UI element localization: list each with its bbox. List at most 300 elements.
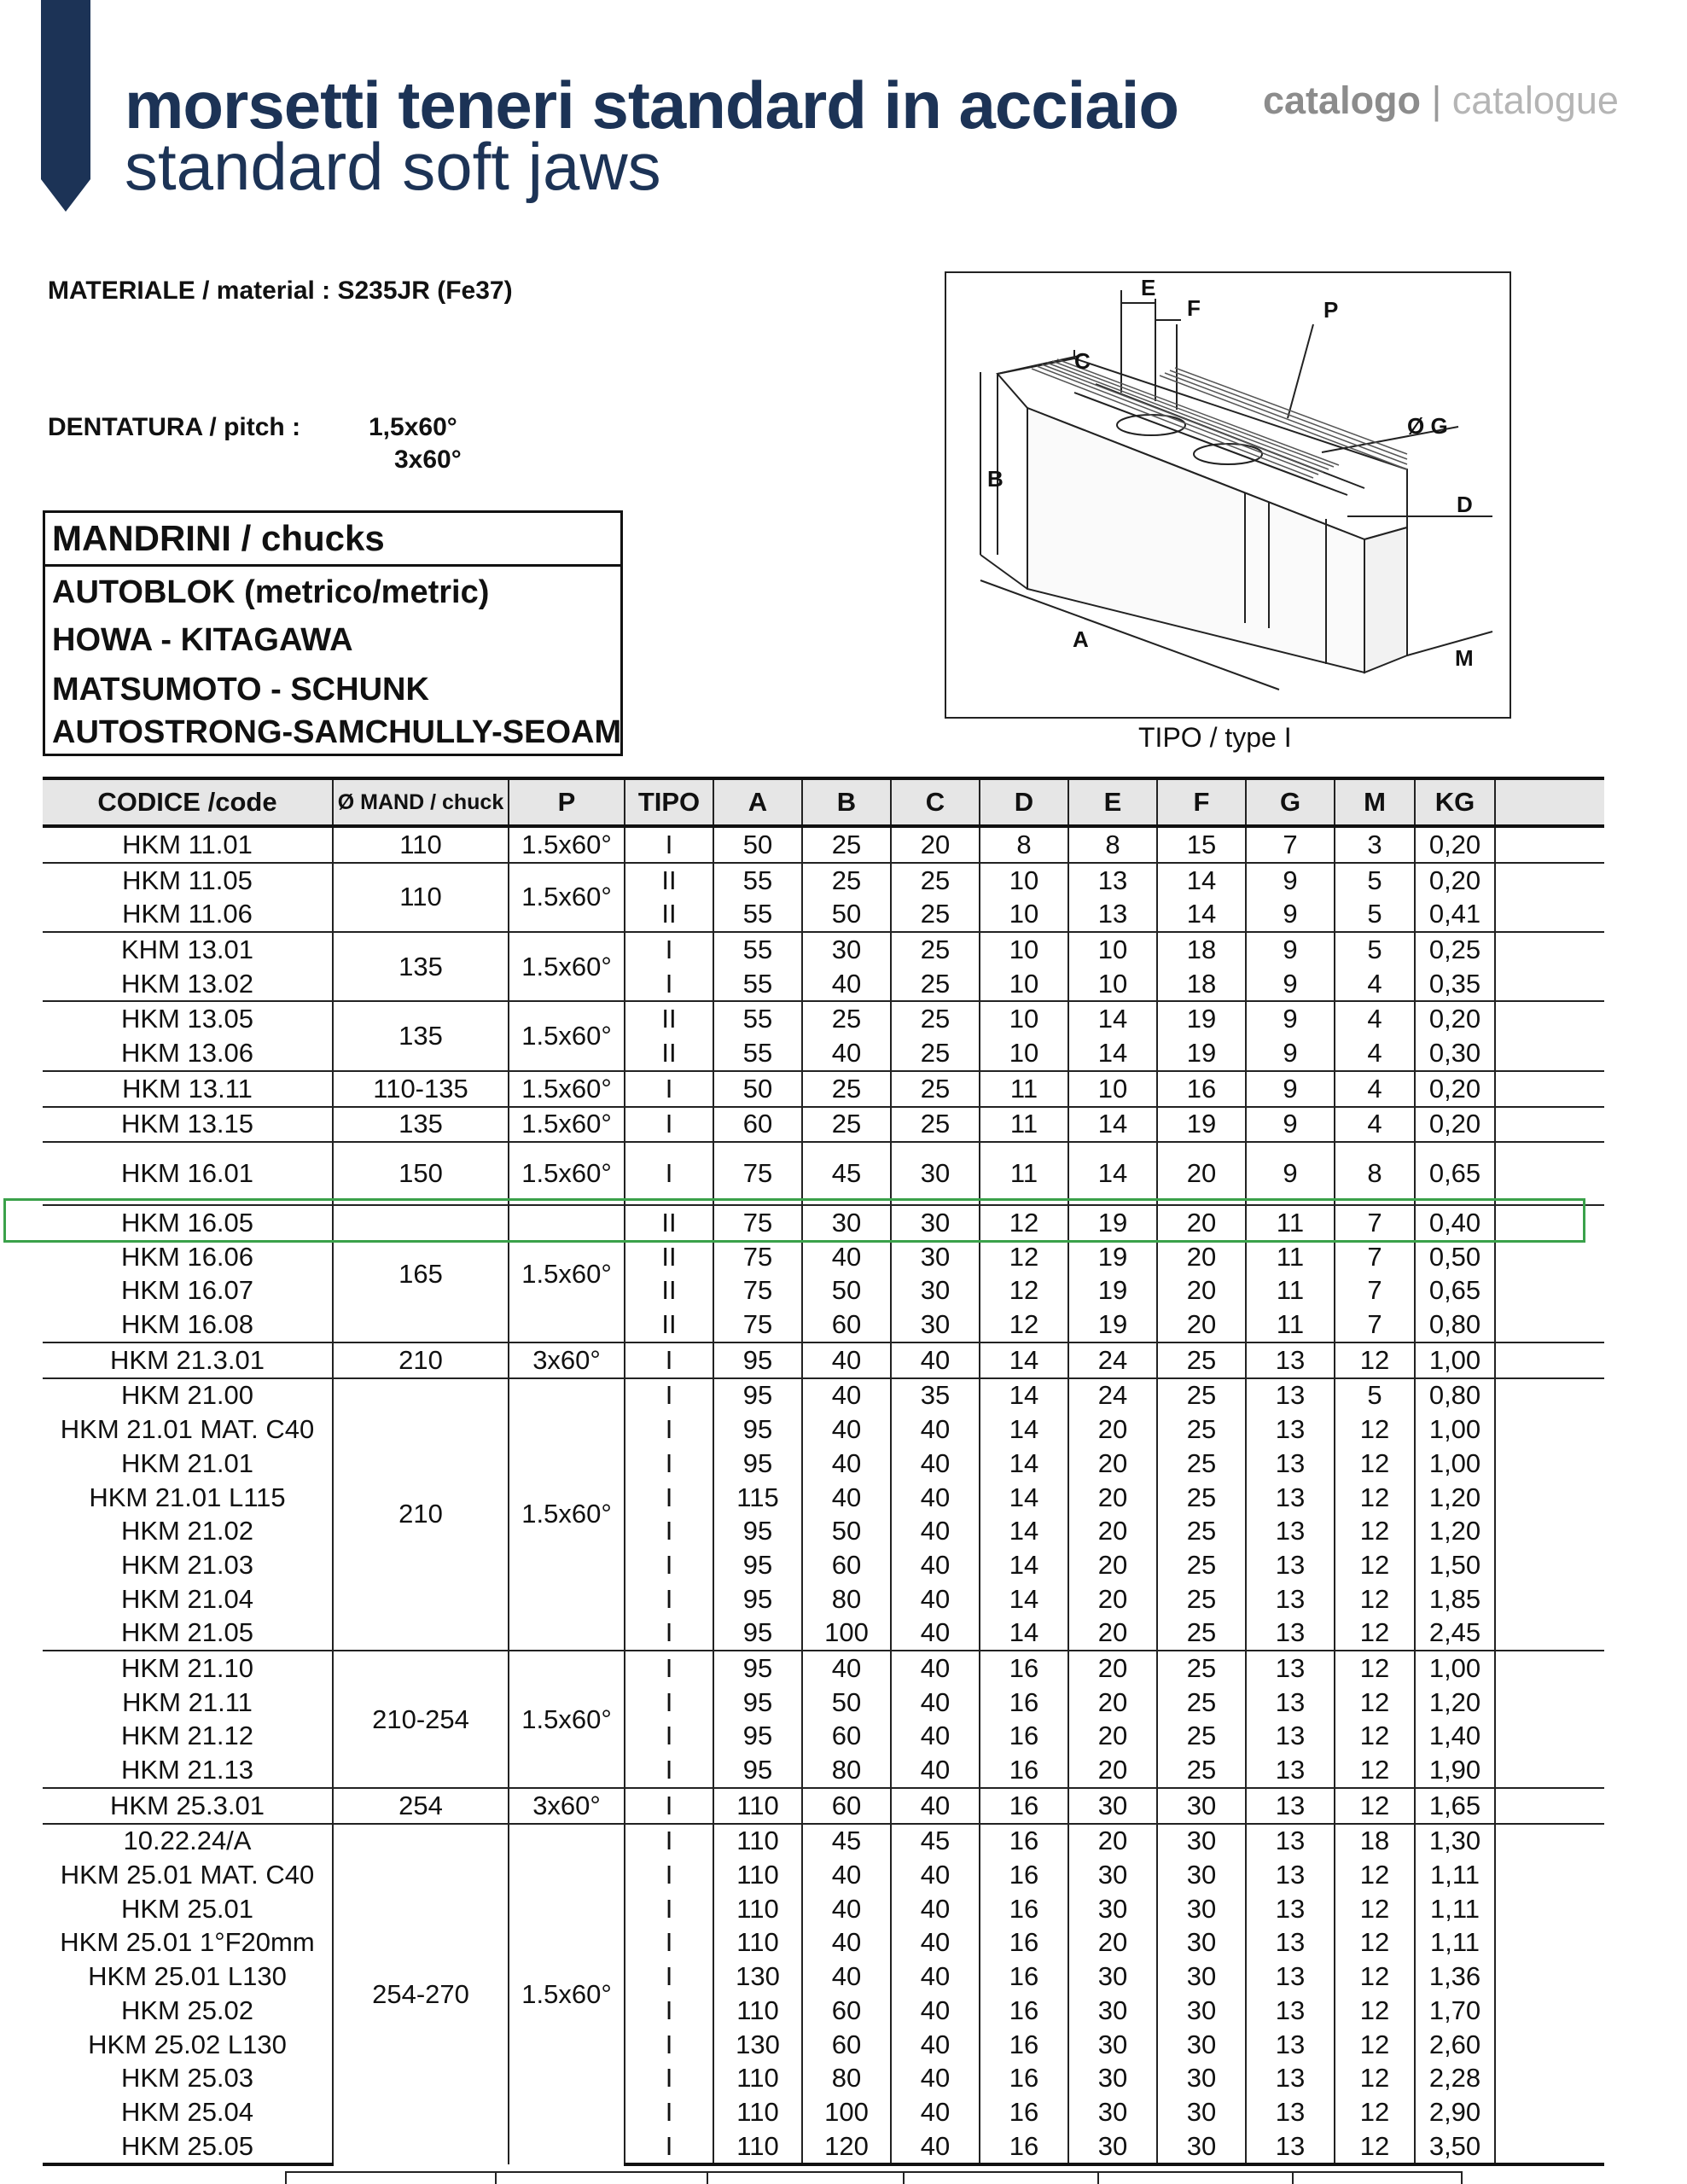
cell-e: 30 xyxy=(1068,2028,1157,2062)
cell-f: 18 xyxy=(1157,932,1246,967)
cell-code: HKM 16.07 xyxy=(120,1275,254,1306)
header-b: B xyxy=(802,778,891,826)
table-row xyxy=(43,1720,1604,1754)
cell-d: 11 xyxy=(980,1071,1068,1107)
cell-a: 110 xyxy=(713,1824,802,1859)
cell-tipo: II xyxy=(625,1274,713,1308)
cell-f: 30 xyxy=(1157,1858,1246,1892)
cell-g: 7 xyxy=(1246,826,1335,863)
header-extra xyxy=(1495,778,1604,826)
cell-f: 25 xyxy=(1157,1651,1246,1686)
cell-tipo: I xyxy=(625,1412,713,1447)
cell-m: 8 xyxy=(1335,1142,1415,1205)
cell-code: HKM 16.01 xyxy=(43,1142,333,1205)
cell-extra xyxy=(1495,1378,1604,1413)
cell-g: 13 xyxy=(1246,1926,1335,1960)
cell-b: 60 xyxy=(802,1307,891,1342)
cell-m: 12 xyxy=(1335,1447,1415,1481)
cell-d: 12 xyxy=(980,1307,1068,1342)
cell-g: 13 xyxy=(1246,2028,1335,2062)
cell-c: 40 xyxy=(891,1788,980,1824)
cell-b: 80 xyxy=(802,2061,891,2095)
cell-extra xyxy=(1495,2129,1604,2165)
cell-g: 13 xyxy=(1246,1342,1335,1378)
cell-extra xyxy=(1495,1001,1604,1036)
cell-kg: 1,20 xyxy=(1415,1514,1495,1548)
cell-f: 15 xyxy=(1157,826,1246,863)
cell-e: 14 xyxy=(1068,1107,1157,1143)
cell-m: 7 xyxy=(1335,1205,1415,1240)
cell-b: 40 xyxy=(802,1036,891,1071)
cell-kg: 1,90 xyxy=(1415,1753,1495,1788)
cell-m: 12 xyxy=(1335,1342,1415,1378)
cell-kg: 0,25 xyxy=(1415,932,1495,967)
pitch-value-1: 1,5x60° xyxy=(369,413,457,441)
cell-e: 20 xyxy=(1068,1686,1157,1720)
cell-b: 25 xyxy=(802,1107,891,1143)
cell-a: 50 xyxy=(713,826,802,863)
cell-a: 110 xyxy=(713,1926,802,1960)
cell-m: 12 xyxy=(1335,1412,1415,1447)
table-row xyxy=(43,1481,1604,1515)
cell-b: 100 xyxy=(802,1616,891,1651)
chucks-line-1: AUTOBLOK (metrico/metric) xyxy=(52,574,490,610)
cell-c: 30 xyxy=(891,1240,980,1274)
cell-code: HKM 16.06 xyxy=(120,1241,254,1272)
cell-b: 60 xyxy=(802,1788,891,1824)
cell-a: 130 xyxy=(713,2028,802,2062)
cell-kg: 1,20 xyxy=(1415,1481,1495,1515)
cell-d: 11 xyxy=(980,1107,1068,1143)
cell-m: 5 xyxy=(1335,1378,1415,1413)
cell-a: 75 xyxy=(713,1142,802,1205)
cell-code: HKM 25.01 MAT. C40 xyxy=(60,1860,315,1890)
cell-m: 4 xyxy=(1335,967,1415,1002)
table-row xyxy=(43,932,1604,967)
cell-f: 25 xyxy=(1157,1753,1246,1788)
cell-code: HKM 25.01 L130 xyxy=(88,1961,287,1992)
header-m: M xyxy=(1335,778,1415,826)
cell-a: 75 xyxy=(713,1205,802,1240)
cell-kg: 0,65 xyxy=(1415,1274,1495,1308)
cell-g: 9 xyxy=(1246,897,1335,932)
cell-kg: 1,11 xyxy=(1415,1926,1495,1960)
cell-extra xyxy=(1495,1824,1604,1859)
cell-f: 30 xyxy=(1157,2095,1246,2129)
cell-tipo: I xyxy=(625,1107,713,1143)
cell-d: 16 xyxy=(980,1651,1068,1686)
cell-d: 10 xyxy=(980,1001,1068,1036)
cell-e: 24 xyxy=(1068,1378,1157,1413)
cell-d: 16 xyxy=(980,1686,1068,1720)
cell-m: 12 xyxy=(1335,1753,1415,1788)
cell-tipo: I xyxy=(625,2061,713,2095)
cell-tipo: II xyxy=(625,1036,713,1071)
cell-c: 45 xyxy=(891,1824,980,1859)
table-row xyxy=(43,2061,1604,2095)
cell-f: 25 xyxy=(1157,1720,1246,1754)
cell-tipo: II xyxy=(625,1240,713,1274)
cell-f: 25 xyxy=(1157,1378,1246,1413)
cell-chuck: 110 xyxy=(333,826,509,863)
cell-kg: 1,85 xyxy=(1415,1582,1495,1616)
cell-extra xyxy=(1495,1651,1604,1686)
table-row xyxy=(43,1960,1604,1994)
cell-e: 20 xyxy=(1068,1753,1157,1788)
table-row xyxy=(43,2129,1604,2165)
cell-f: 30 xyxy=(1157,1788,1246,1824)
cell-b: 40 xyxy=(802,1481,891,1515)
cell-extra xyxy=(1495,1481,1604,1515)
table-row xyxy=(43,1858,1604,1892)
cell-kg: 0,65 xyxy=(1415,1142,1495,1205)
cell-a: 130 xyxy=(713,1960,802,1994)
catalogue-label xyxy=(1263,79,1619,123)
cell-a: 95 xyxy=(713,1720,802,1754)
cell-g: 13 xyxy=(1246,1412,1335,1447)
cell-e: 30 xyxy=(1068,1788,1157,1824)
cell-extra xyxy=(1495,1994,1604,2028)
cell-kg: 1,36 xyxy=(1415,1960,1495,1994)
cell-b: 40 xyxy=(802,1926,891,1960)
cell-a: 50 xyxy=(713,1071,802,1107)
cell-m: 12 xyxy=(1335,1651,1415,1686)
cell-a: 55 xyxy=(713,1036,802,1071)
cell-c: 25 xyxy=(891,1036,980,1071)
cell-d: 16 xyxy=(980,1926,1068,1960)
cell-kg: 0,30 xyxy=(1415,1036,1495,1071)
cell-d: 12 xyxy=(980,1240,1068,1274)
cell-f: 19 xyxy=(1157,1001,1246,1036)
cell-chuck: 150 xyxy=(333,1142,509,1205)
cell-f: 20 xyxy=(1157,1240,1246,1274)
cell-m: 12 xyxy=(1335,1481,1415,1515)
cell-d: 14 xyxy=(980,1514,1068,1548)
table-row xyxy=(43,1036,1604,1071)
cell-f: 30 xyxy=(1157,2028,1246,2062)
cell-a: 75 xyxy=(713,1307,802,1342)
cell-pitch: 1.5x60° xyxy=(509,1205,625,1342)
jaw-diagram xyxy=(945,271,1511,719)
cell-a: 115 xyxy=(713,1481,802,1515)
cell-d: 16 xyxy=(980,1753,1068,1788)
cell-code: HKM 21.00 xyxy=(43,1378,333,1413)
cell-code: HKM 21.12 xyxy=(120,1721,254,1751)
cell-extra xyxy=(1495,1686,1604,1720)
cell-extra xyxy=(1495,1412,1604,1447)
cell-g: 9 xyxy=(1246,1107,1335,1143)
header-kg: KG xyxy=(1415,778,1495,826)
cell-g: 9 xyxy=(1246,863,1335,898)
cell-g: 11 xyxy=(1246,1274,1335,1308)
cell-e: 30 xyxy=(1068,2061,1157,2095)
cell-tipo: I xyxy=(625,1582,713,1616)
cell-a: 55 xyxy=(713,932,802,967)
cell-d: 10 xyxy=(980,967,1068,1002)
jaw-drawing-svg xyxy=(946,273,1510,717)
cell-code: HKM 21.13 xyxy=(120,1755,254,1785)
cell-tipo: I xyxy=(625,1994,713,2028)
header-ribbon xyxy=(41,0,90,179)
cell-f: 16 xyxy=(1157,1071,1246,1107)
cell-g: 13 xyxy=(1246,1548,1335,1582)
catalogue-text: catalogue xyxy=(1451,79,1619,122)
cell-m: 12 xyxy=(1335,1994,1415,2028)
header-code: CODICE /code xyxy=(43,778,333,826)
cell-c: 40 xyxy=(891,1582,980,1616)
cell-e: 10 xyxy=(1068,967,1157,1002)
cell-a: 95 xyxy=(713,1548,802,1582)
cell-f: 30 xyxy=(1157,1926,1246,1960)
cell-f: 30 xyxy=(1157,1824,1246,1859)
spec-table xyxy=(43,777,1604,2166)
cell-g: 9 xyxy=(1246,932,1335,967)
cell-g: 13 xyxy=(1246,1858,1335,1892)
cell-extra xyxy=(1495,1616,1604,1651)
cell-code: HKM 11.05 xyxy=(43,863,333,898)
cell-tipo: I xyxy=(625,1481,713,1515)
cell-m: 12 xyxy=(1335,1892,1415,1926)
cell-c: 25 xyxy=(891,897,980,932)
cell-d: 14 xyxy=(980,1616,1068,1651)
cell-e: 14 xyxy=(1068,1142,1157,1205)
cell-extra xyxy=(1495,1342,1604,1378)
cell-a: 110 xyxy=(713,1788,802,1824)
cell-a: 110 xyxy=(713,1858,802,1892)
cell-extra xyxy=(1495,1960,1604,1994)
cell-m: 12 xyxy=(1335,1582,1415,1616)
cell-c: 30 xyxy=(891,1274,980,1308)
table-row xyxy=(43,1788,1604,1824)
cell-d: 14 xyxy=(980,1548,1068,1582)
cell-f: 18 xyxy=(1157,967,1246,1002)
table-row xyxy=(43,1412,1604,1447)
cell-d: 10 xyxy=(980,1036,1068,1071)
cell-a: 55 xyxy=(713,863,802,898)
cell-c: 40 xyxy=(891,1342,980,1378)
cell-m: 12 xyxy=(1335,2028,1415,2062)
cell-c: 40 xyxy=(891,1447,980,1481)
cell-g: 13 xyxy=(1246,1788,1335,1824)
cell-f: 25 xyxy=(1157,1582,1246,1616)
cell-m: 12 xyxy=(1335,1514,1415,1548)
cell-a: 110 xyxy=(713,2061,802,2095)
cell-c: 40 xyxy=(891,1686,980,1720)
cell-chuck: 165 xyxy=(333,1205,509,1342)
cell-m: 12 xyxy=(1335,1548,1415,1582)
table-row xyxy=(43,2095,1604,2129)
cell-a: 110 xyxy=(713,1994,802,2028)
chucks-heading: MANDRINI / chucks xyxy=(45,513,620,567)
cell-extra xyxy=(1495,2028,1604,2062)
cell-code: HKM 25.01 1°F20mm xyxy=(60,1927,315,1958)
cell-extra xyxy=(1495,2095,1604,2129)
cell-kg: 0,80 xyxy=(1415,1307,1495,1342)
cell-chuck: 254-270 xyxy=(333,1824,509,2165)
cell-f: 20 xyxy=(1157,1205,1246,1240)
cell-code: HKM 21.10 xyxy=(43,1651,333,1686)
pitch-label: DENTATURA / pitch : xyxy=(48,413,301,441)
cell-m: 5 xyxy=(1335,932,1415,967)
cell-code: HKM 25.03 xyxy=(120,2063,254,2094)
cell-b: 60 xyxy=(802,1548,891,1582)
cell-b: 50 xyxy=(802,1274,891,1308)
cell-f: 25 xyxy=(1157,1342,1246,1378)
cell-d: 14 xyxy=(980,1447,1068,1481)
cell-g: 13 xyxy=(1246,1651,1335,1686)
cell-extra xyxy=(1495,1926,1604,1960)
cell-extra xyxy=(1495,863,1604,898)
table-row xyxy=(43,897,1604,932)
cell-d: 16 xyxy=(980,2129,1068,2165)
cell-c: 40 xyxy=(891,1412,980,1447)
cell-code: KHM 13.01 xyxy=(43,932,333,967)
cell-m: 12 xyxy=(1335,1788,1415,1824)
cell-extra xyxy=(1495,932,1604,967)
cell-code: HKM 25.05 xyxy=(43,2129,333,2165)
header-f: F xyxy=(1157,778,1246,826)
cell-kg: 1,30 xyxy=(1415,1824,1495,1859)
diagram-label-c: C xyxy=(1074,348,1091,374)
header-g: G xyxy=(1246,778,1335,826)
cell-e: 24 xyxy=(1068,1342,1157,1378)
cell-extra xyxy=(1495,1205,1604,1240)
cell-d: 16 xyxy=(980,1720,1068,1754)
cell-a: 95 xyxy=(713,1412,802,1447)
cell-tipo: II xyxy=(625,1001,713,1036)
cell-f: 25 xyxy=(1157,1481,1246,1515)
cell-e: 14 xyxy=(1068,1036,1157,1071)
cell-code: HKM 21.03 xyxy=(120,1549,254,1580)
table-row xyxy=(43,1824,1604,1859)
cell-d: 10 xyxy=(980,897,1068,932)
cell-extra xyxy=(1495,1582,1604,1616)
cell-e: 30 xyxy=(1068,1960,1157,1994)
cell-f: 14 xyxy=(1157,863,1246,898)
table-row xyxy=(43,1514,1604,1548)
cell-d: 14 xyxy=(980,1481,1068,1515)
cell-b: 50 xyxy=(802,897,891,932)
cell-c: 20 xyxy=(891,826,980,863)
cell-extra xyxy=(1495,1720,1604,1754)
cell-g: 11 xyxy=(1246,1240,1335,1274)
cell-d: 16 xyxy=(980,1960,1068,1994)
cell-pitch: 1.5x60° xyxy=(509,1651,625,1788)
table-row xyxy=(43,1892,1604,1926)
cell-code: HKM 25.01 xyxy=(120,1893,254,1924)
table-row xyxy=(43,1274,1604,1308)
cell-b: 40 xyxy=(802,1412,891,1447)
cell-c: 40 xyxy=(891,1514,980,1548)
cell-d: 16 xyxy=(980,2061,1068,2095)
cell-extra xyxy=(1495,897,1604,932)
cell-tipo: I xyxy=(625,1824,713,1859)
cell-c: 30 xyxy=(891,1142,980,1205)
cell-g: 13 xyxy=(1246,1616,1335,1651)
cell-pitch: 1.5x60° xyxy=(509,1142,625,1205)
cell-tipo: I xyxy=(625,1548,713,1582)
cell-extra xyxy=(1495,1753,1604,1788)
cell-b: 40 xyxy=(802,1378,891,1413)
cell-pitch: 1.5x60° xyxy=(509,1071,625,1107)
cell-kg: 0,20 xyxy=(1415,826,1495,863)
catalogo-text: catalogo xyxy=(1263,79,1422,122)
cell-m: 12 xyxy=(1335,1858,1415,1892)
cell-m: 12 xyxy=(1335,1616,1415,1651)
cell-b: 25 xyxy=(802,863,891,898)
cell-code: HKM 13.15 xyxy=(43,1107,333,1143)
cell-g: 13 xyxy=(1246,1514,1335,1548)
cell-tipo: I xyxy=(625,2095,713,2129)
header-c: C xyxy=(891,778,980,826)
diagram-caption: TIPO / type I xyxy=(1138,722,1292,753)
cell-b: 25 xyxy=(802,1001,891,1036)
cell-kg: 1,00 xyxy=(1415,1447,1495,1481)
cell-g: 13 xyxy=(1246,1892,1335,1926)
cell-kg: 1,00 xyxy=(1415,1412,1495,1447)
cell-m: 7 xyxy=(1335,1274,1415,1308)
cell-tipo: I xyxy=(625,967,713,1002)
cell-code: HKM 16.08 xyxy=(120,1309,254,1340)
cell-kg: 1,11 xyxy=(1415,1892,1495,1926)
cell-c: 40 xyxy=(891,2129,980,2165)
cell-chuck: 210-254 xyxy=(333,1651,509,1788)
cell-kg: 0,20 xyxy=(1415,863,1495,898)
cell-f: 30 xyxy=(1157,1994,1246,2028)
cell-code: HKM 16.05 xyxy=(43,1205,333,1240)
pitch-value-2: 3x60° xyxy=(394,446,462,474)
cell-b: 40 xyxy=(802,1858,891,1892)
cell-d: 16 xyxy=(980,1858,1068,1892)
cell-extra xyxy=(1495,1142,1604,1205)
cell-g: 13 xyxy=(1246,1481,1335,1515)
cell-f: 25 xyxy=(1157,1514,1246,1548)
cell-c: 40 xyxy=(891,1960,980,1994)
cell-kg: 1,00 xyxy=(1415,1651,1495,1686)
cell-c: 25 xyxy=(891,932,980,967)
cell-g: 13 xyxy=(1246,1447,1335,1481)
cell-d: 16 xyxy=(980,1788,1068,1824)
cell-a: 110 xyxy=(713,2095,802,2129)
table-row xyxy=(43,1651,1604,1686)
table-row xyxy=(43,1071,1604,1107)
table-row xyxy=(43,1686,1604,1720)
cell-chuck: 135 xyxy=(333,1001,509,1070)
table-row xyxy=(43,1447,1604,1481)
cell-tipo: I xyxy=(625,1858,713,1892)
cell-e: 19 xyxy=(1068,1274,1157,1308)
cell-g: 13 xyxy=(1246,2095,1335,2129)
cell-chuck: 110-135 xyxy=(333,1071,509,1107)
cell-g: 9 xyxy=(1246,1071,1335,1107)
cell-code: HKM 11.06 xyxy=(122,899,253,929)
cell-a: 95 xyxy=(713,1378,802,1413)
cell-m: 7 xyxy=(1335,1240,1415,1274)
cell-tipo: I xyxy=(625,1720,713,1754)
cell-chuck: 210 xyxy=(333,1342,509,1378)
cell-m: 12 xyxy=(1335,1926,1415,1960)
cell-a: 95 xyxy=(713,1447,802,1481)
cell-kg: 0,20 xyxy=(1415,1107,1495,1143)
cell-m: 4 xyxy=(1335,1107,1415,1143)
table-row xyxy=(43,1926,1604,1960)
cell-d: 16 xyxy=(980,1994,1068,2028)
table-row xyxy=(43,1205,1604,1240)
cell-chuck: 135 xyxy=(333,1107,509,1143)
cell-e: 20 xyxy=(1068,1412,1157,1447)
table-row xyxy=(43,1240,1604,1274)
cell-d: 14 xyxy=(980,1582,1068,1616)
